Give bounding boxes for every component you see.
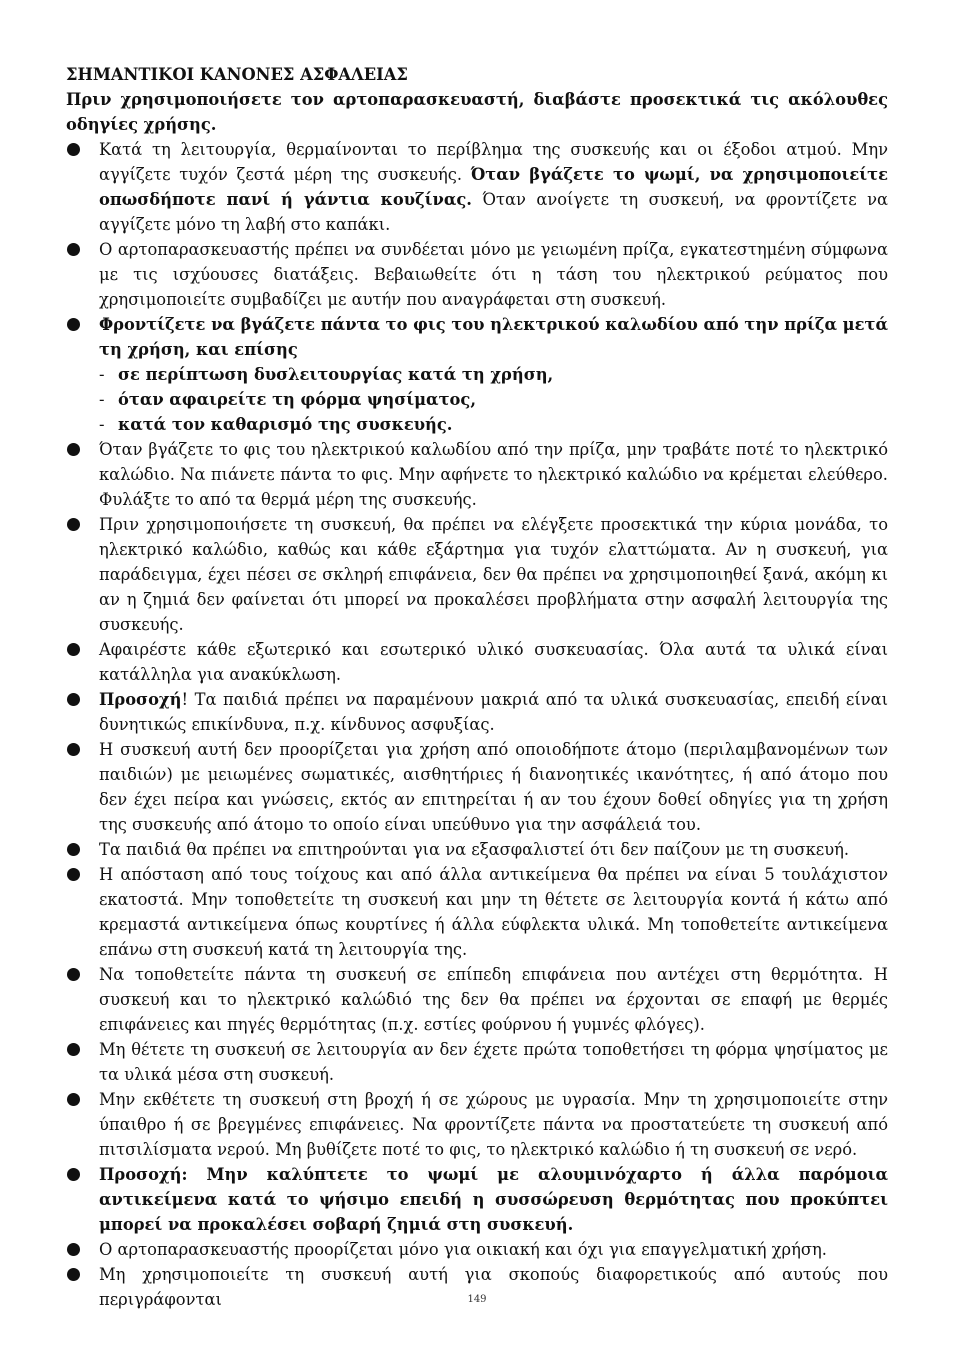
bullet-icon [67, 843, 80, 856]
dash-icon: - [99, 365, 105, 384]
item-text: Μην εκθέτετε τη συσκευή στη βροχή ή σε χώρους με υγρασία. Μην τη χρησιμοποιείτε στην ύπαιθρο ή σε βρεγμένες επιφάνειες. Να φροντίζετε πάντα να προστατεύετε τη συσκευή από πιτσιλίσματα νερού. Μη βυθίζετε ποτέ το φις, το ηλεκτρικό καλώδιο ή τη συσκευή σε νερό. [99, 1090, 888, 1159]
bullet-icon [67, 1268, 80, 1281]
bullet-icon [67, 743, 80, 756]
item-text: Η συσκευή αυτή δεν προορίζεται για χρήση από οποιοδήποτε άτομο (περιλαμβανομένων των παιδιών) με μειωμένες σωματικές, αισθητήριες ή διανοητικές ικανότητες, ή από άτομο που δεν έχει πείρα και γνώσεις, εκτός αν επιτηρείται ή αν του έχουν δοθεί οδηγίες για τη χρήση της συσκευής από άτομο το οποίο είναι υπεύθυνο για την ασφάλειά του. [99, 740, 888, 834]
bullet-icon [67, 243, 80, 256]
list-item [66, 237, 888, 312]
item-text: Ο αρτοπαρασκευαστής προορίζεται μόνο για οικιακή και όχι για επαγγελματική χρήση. [99, 1240, 827, 1259]
item-bold-text: Προσοχή [99, 690, 182, 709]
bullet-icon [67, 968, 80, 981]
item-text: Κατά τη λειτουργία, θερμαίνονται το περίβλημα της συσκευής και οι έξοδοι ατμού. Μην αγγίζετε τυχόν ζεστά μέρη της συσκευής. [99, 140, 888, 184]
bullet-icon [67, 1168, 80, 1181]
list-item [66, 637, 888, 687]
item-bold-text: Φροντίζετε να βγάζετε πάντα το φις του ηλεκτρικού καλωδίου από την πρίζα μετά τη χρήση, και επίσης [99, 315, 888, 359]
item-text: Όταν ανοίγετε τη συσκευή, να φροντίζετε να αγγίζετε μόνο τη λαβή στο καπάκι. [99, 190, 888, 234]
item-bold-text: Προσοχή: Μην καλύπτετε το ψωμί με αλουμινόχαρτο ή άλλα παρόμοια αντικείμενα κατά το ψήσιμο επειδή η συσσώρευση θερμότητας που προκύπτει μπορεί να προκαλέσει σοβαρή ζημιά στη συσκευή. [99, 1165, 888, 1234]
item-text: Να τοποθετείτε πάντα τη συσκευή σε επίπεδη επιφάνεια που αντέχει στη θερμότητα. Η συσκευή και το ηλεκτρικό καλώδιό της δεν θα πρέπει να έρχονται σε επαφή με θερμές επιφάνειες και πηγές θερμότητας (π.χ. εστίες φούρνου ή γυμνές φλόγες). [99, 965, 888, 1034]
bullet-icon [67, 318, 80, 331]
list-item [66, 437, 888, 512]
sub-item-text: σε περίπτωση δυσλειτουργίας κατά τη χρήση, [118, 365, 554, 384]
item-text: Ο αρτοπαρασκευαστής πρέπει να συνδέεται μόνο με γειωμένη πρίζα, εγκατεστημένη σύμφωνα με τις ισχύουσες διατάξεις. Βεβαιωθείτε ότι η τάση του ηλεκτρικού ρεύματος που χρησιμοποιείτε συμβαδίζει με αυτήν που αναγράφεται στη συσκευή. [99, 240, 888, 309]
dash-icon: - [99, 415, 105, 434]
bullet-icon [67, 143, 80, 156]
dash-icon: - [99, 390, 105, 409]
sub-list-item [99, 387, 888, 412]
item-text: Μη θέτετε τη συσκευή σε λειτουργία αν δεν έχετε πρώτα τοποθετήσει τη φόρμα ψησίματος με τα υλικά μέσα στη συσκευή. [99, 1040, 888, 1084]
sub-list-item [99, 362, 888, 387]
sub-item-text: κατά τον καθαρισμό της συσκευής. [118, 415, 453, 434]
bullet-icon [67, 1243, 80, 1256]
page-number: 149 [467, 1294, 487, 1305]
item-text: Η απόσταση από τους τοίχους και από άλλα αντικείμενα θα πρέπει να είναι 5 τουλάχιστον εκατοστά. Μην τοποθετείτε τη συσκευή και μην τη θέτετε σε λειτουργία κοντά ή κάτω από κρεμαστά αντικείμενα όπως κουρτίνες ή άλλα εύφλεκτα υλικά. Μη τοποθετείτε αντικείμενα επάνω στη συσκευή κατά τη λειτουργία της. [99, 865, 888, 959]
bullet-icon [67, 1043, 80, 1056]
list-item [66, 1237, 888, 1262]
list-item [66, 512, 888, 637]
list-item [66, 837, 888, 862]
bullet-icon [67, 693, 80, 706]
intro-paragraph: Πριν χρησιμοποιήσετε τον αρτοπαρασκευαστή, διαβάστε προσεκτικά τις ακόλουθες οδηγίες χρήσης. [66, 90, 888, 134]
sub-list [99, 362, 888, 437]
list-item [66, 1087, 888, 1162]
item-text: Τα παιδιά θα πρέπει να επιτηρούνται για να εξασφαλιστεί ότι δεν παίζουν με τη συσκευή. [99, 840, 850, 859]
bullet-icon [67, 643, 80, 656]
safety-rules-section [66, 62, 888, 1312]
item-text: ! Τα παιδιά πρέπει να παραμένουν μακριά από τα υλικά συσκευασίας, επειδή είναι δυνητικώς επικίνδυνα, π.χ. κίνδυνος ασφυξίας. [99, 690, 888, 734]
list-item [66, 687, 888, 737]
list-item [66, 862, 888, 962]
list-item [66, 137, 888, 237]
list-item [66, 1037, 888, 1087]
sub-item-text: όταν αφαιρείτε τη φόρμα ψησίματος, [118, 390, 476, 409]
list-item [66, 312, 888, 437]
item-bold-text: Όταν βγάζετε το ψωμί, να χρησιμοποιείτε οπωσδήποτε πανί ή γάντια κουζίνας. [99, 165, 888, 209]
item-text: Αφαιρέστε κάθε εξωτερικό και εσωτερικό υλικό συσκευασίας. Όλα αυτά τα υλικά είναι κατάλληλα για ανακύκλωση. [99, 640, 888, 684]
item-text: Μη χρησιμοποιείτε τη συσκευή αυτή για σκοπούς διαφορετικούς από αυτούς που περιγράφονται [99, 1265, 888, 1309]
bullet-icon [67, 1093, 80, 1106]
item-text: Όταν βγάζετε το φις του ηλεκτρικού καλωδίου από την πρίζα, μην τραβάτε ποτέ το ηλεκτρικό καλώδιο. Να πιάνετε πάντα το φις. Μην αφήνετε το ηλεκτρικό καλώδιο να κρέμεται ελεύθερο. Φυλάξτε το από τα θερμά μέρη της συσκευής. [99, 440, 888, 509]
bullet-icon [67, 443, 80, 456]
section-heading: ΣΗΜΑΝΤΙΚΟΙ ΚΑΝΟΝΕΣ ΑΣΦΑΛΕΙΑΣ [66, 65, 408, 84]
list-item [66, 1162, 888, 1237]
list-item [66, 962, 888, 1037]
bullet-icon [67, 518, 80, 531]
bullet-icon [67, 868, 80, 881]
list-item [66, 737, 888, 837]
sub-list-item [99, 412, 888, 437]
safety-rules-list [66, 137, 888, 1312]
item-text: Πριν χρησιμοποιήσετε τη συσκευή, θα πρέπει να ελέγξετε προσεκτικά την κύρια μονάδα, το ηλεκτρικό καλώδιο, καθώς και κάθε εξάρτημα για τυχόν ελαττώματα. Αν η συσκευή, για παράδειγμα, έχει πέσει σε σκληρή επιφάνεια, δεν θα πρέπει να χρησιμοποιηθεί ξανά, ακόμη κι αν η ζημιά δεν φαίνεται ότι μπορεί να προκαλέσει προβλήματα στην ασφαλή λειτουργία της συσκευής. [99, 515, 888, 634]
